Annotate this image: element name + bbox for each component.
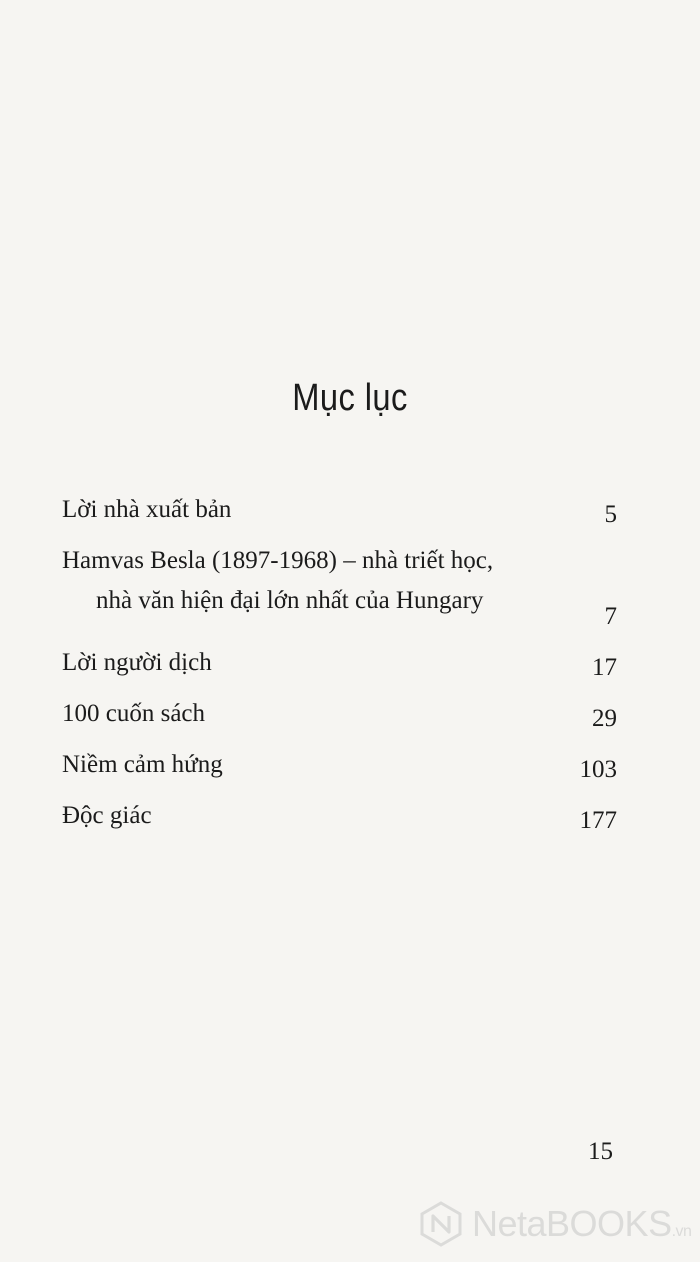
toc-entry bbox=[62, 490, 617, 541]
toc-entry bbox=[62, 796, 617, 847]
toc-entry-label bbox=[62, 541, 617, 621]
toc-entry bbox=[62, 745, 617, 796]
watermark-text bbox=[472, 1203, 691, 1245]
toc-entry-label: Lời người dịch bbox=[62, 649, 212, 676]
toc-entry-label: Độc giác bbox=[62, 802, 152, 829]
watermark bbox=[418, 1198, 700, 1250]
toc-entry-label: Lời nhà xuất bản bbox=[62, 496, 232, 523]
watermark-suffix: .vn bbox=[671, 1223, 692, 1240]
toc-entry bbox=[62, 643, 617, 694]
table-of-contents bbox=[62, 490, 617, 847]
toc-entry-label: 100 cuốn sách bbox=[62, 700, 206, 727]
page-number: 15 bbox=[588, 1138, 613, 1165]
netabooks-logo-icon bbox=[418, 1201, 464, 1247]
toc-entry-page: 5 bbox=[604, 501, 617, 528]
toc-entry-label-line1: Hamvas Besla (1897-1968) – nhà triết học, bbox=[62, 547, 494, 574]
toc-entry-page: 17 bbox=[592, 654, 617, 681]
toc-entry-page: 7 bbox=[604, 603, 617, 630]
toc-entry bbox=[62, 694, 617, 745]
toc-entry-page: 177 bbox=[579, 807, 617, 834]
watermark-brand: NetaBOOKS bbox=[472, 1203, 672, 1244]
toc-entry bbox=[62, 541, 617, 643]
toc-entry-label-line2: nhà văn hiện đại lớn nhất của Hungary bbox=[96, 587, 484, 614]
page-title: Mục lục bbox=[292, 377, 408, 420]
toc-entry-page: 103 bbox=[579, 756, 617, 783]
toc-entry-page: 29 bbox=[592, 705, 617, 732]
toc-entry-label: Niềm cảm hứng bbox=[62, 751, 223, 778]
